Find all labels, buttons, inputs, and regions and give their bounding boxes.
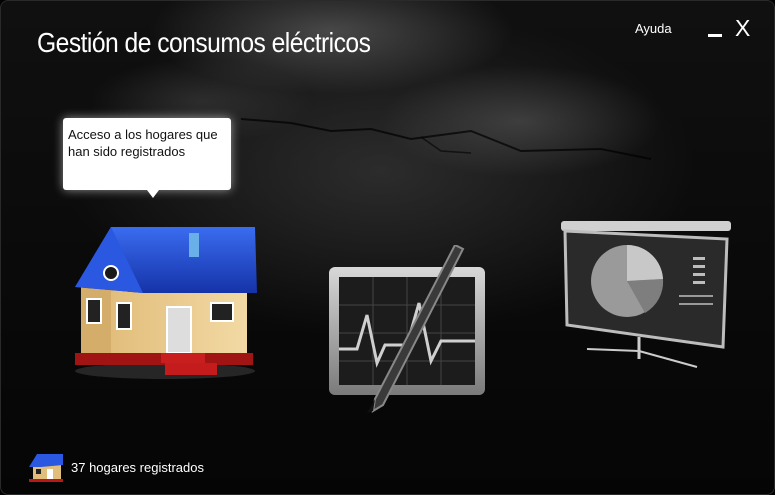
house-icon[interactable] (71, 223, 259, 383)
small-house-icon (27, 451, 65, 483)
minimize-button[interactable] (708, 34, 722, 37)
help-link[interactable]: Ayuda (635, 21, 672, 36)
projector-screen-icon[interactable] (557, 217, 735, 373)
registered-homes-count: 37 hogares registrados (71, 459, 204, 475)
close-button[interactable]: X (735, 15, 751, 41)
monitor-chart-icon[interactable] (327, 245, 489, 415)
tooltip-tail (147, 190, 159, 198)
house-tooltip (63, 118, 231, 190)
tooltip-text: Acceso a los hogares que han sido registrados (68, 127, 218, 159)
window-title: Gestión de consumos eléctricos (37, 27, 371, 58)
status-bar (27, 451, 204, 483)
